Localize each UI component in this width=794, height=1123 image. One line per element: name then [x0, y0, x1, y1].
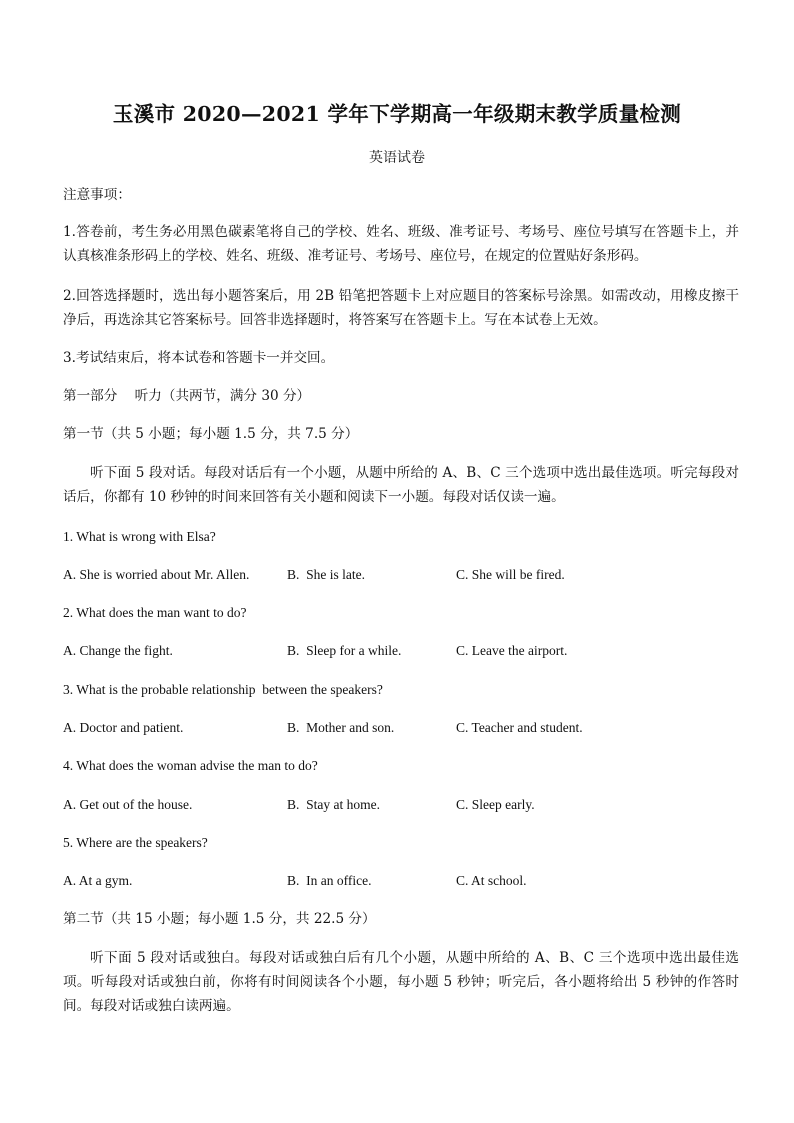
exam-title: 玉溪市 2020—2021 学年下学期高一年级期末教学质量检测 [112, 102, 682, 126]
notice-item-3: 3.考试结束后，将本试卷和答题卡一并交回。 [63, 350, 335, 366]
question-4-option-b: B. Stay at home. [287, 797, 380, 812]
question-2-option-a: A. Change the fight. [63, 643, 173, 658]
question-1-option-b: B. She is late. [287, 567, 365, 582]
question-3-stem: 3. What is the probable relationship between the speakers? [63, 682, 383, 697]
exam-subtitle: 英语试卷 [369, 150, 425, 166]
question-2-stem: 2. What does the man want to do? [63, 605, 247, 620]
question-5-stem: 5. Where are the speakers? [63, 835, 208, 850]
notice-item-1: 1.答卷前，考生务必用黑色碳素笔将自己的学校、姓名、班级、准考证号、考场号、座位号填写在答题卡上，并认真核准条形码上的学校、姓名、班级、准考证号、考场号、座位号，在规定的位置贴好条形码。 [63, 224, 739, 264]
notice-heading: 注意事项： [63, 187, 131, 203]
question-3-option-c: C. Teacher and student. [456, 720, 583, 735]
notice-item-2: 2.回答选择题时，选出每小题答案后，用 2B 铅笔把答题卡上对应题目的答案标号涂黑。如需改动，用橡皮擦干净后，再选涂其它答案标号。回答非选择题时，将答案写在答题卡上。写在本试卷上无效。 [63, 288, 739, 328]
question-1-option-a: A. She is worried about Mr. Allen. [63, 567, 250, 582]
part1-heading: 第一部分 听力（共两节，满分 30 分） [63, 388, 311, 404]
question-4-option-c: C. Sleep early. [456, 797, 535, 812]
question-5-option-b: B. In an office. [287, 873, 372, 888]
question-3-option-b: B. Mother and son. [287, 720, 395, 735]
question-1-option-c: C. She will be fired. [456, 567, 565, 582]
question-2-option-c: C. Leave the airport. [456, 643, 568, 658]
question-3-option-a: A. Doctor and patient. [63, 720, 184, 735]
question-5-option-c: C. At school. [456, 873, 527, 888]
section2-heading: 第二节（共 15 小题；每小题 1.5 分，共 22.5 分） [63, 911, 376, 927]
question-4-option-a: A. Get out of the house. [63, 797, 193, 812]
question-5-option-a: A. At a gym. [63, 873, 133, 888]
question-2-option-b: B. Sleep for a while. [287, 643, 402, 658]
question-4-stem: 4. What does the woman advise the man to do? [63, 758, 318, 773]
section1-instructions: 听下面 5 段对话。每段对话后有一个小题，从题中所给的 A、B、C 三个选项中选出最佳选项。听完每段对话后，你都有 10 秒钟的时间来回答有关小题和阅读下一小题。每段对话仅读一遍。 [63, 465, 739, 505]
section2-instructions: 听下面 5 段对话或独白。每段对话或独白后有几个小题，从题中所给的 A、B、C 三个选项中选出最佳选项。听每段对话或独白前，你将有时间阅读各个小题，每小题 5 秒钟；听完后，各小题将给出 5 秒钟的作答时间。每段对话或独白读两遍。 [63, 950, 739, 1014]
question-1-stem: 1. What is wrong with Elsa? [63, 529, 216, 544]
section1-heading: 第一节（共 5 小题；每小题 1.5 分，共 7.5 分） [63, 426, 359, 442]
